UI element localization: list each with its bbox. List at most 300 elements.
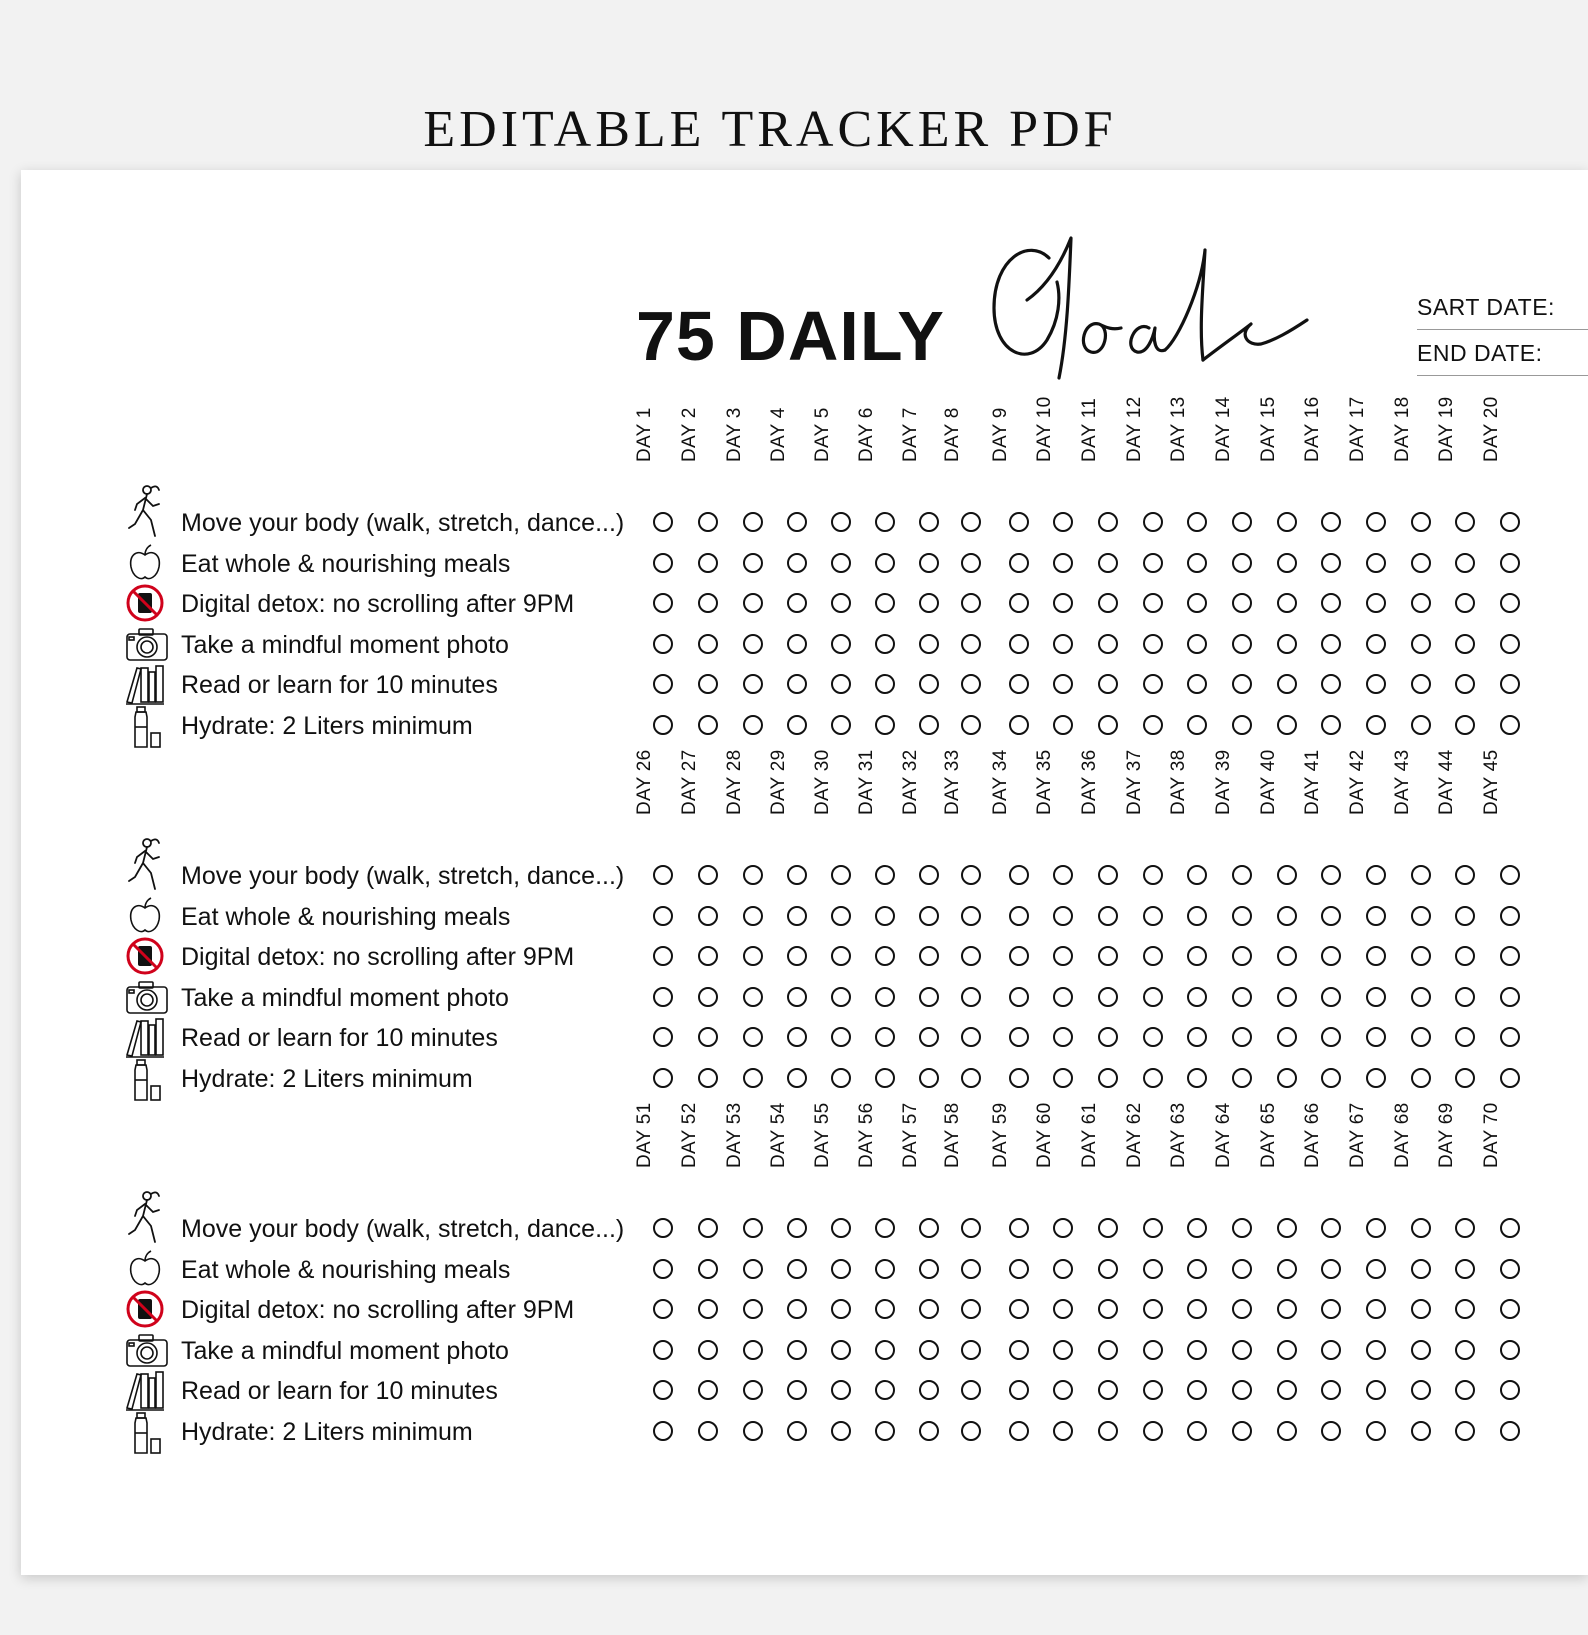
day-checkbox[interactable] (1455, 906, 1475, 926)
day-checkbox[interactable] (743, 906, 763, 926)
day-checkbox[interactable] (653, 634, 673, 654)
day-checkbox[interactable] (875, 512, 895, 532)
day-checkbox[interactable] (698, 1259, 718, 1279)
day-checkbox[interactable] (1009, 1218, 1029, 1238)
day-checkbox[interactable] (653, 987, 673, 1007)
day-checkbox[interactable] (831, 946, 851, 966)
day-checkbox[interactable] (1009, 946, 1029, 966)
day-checkbox[interactable] (1098, 674, 1118, 694)
day-checkbox[interactable] (1187, 1380, 1207, 1400)
day-checkbox[interactable] (831, 553, 851, 573)
day-checkbox[interactable] (875, 634, 895, 654)
day-checkbox[interactable] (1053, 715, 1073, 735)
day-checkbox[interactable] (787, 1380, 807, 1400)
day-checkbox[interactable] (875, 987, 895, 1007)
day-checkbox[interactable] (1232, 553, 1252, 573)
day-checkbox[interactable] (1098, 1027, 1118, 1047)
day-checkbox[interactable] (653, 1218, 673, 1238)
day-checkbox[interactable] (1277, 553, 1297, 573)
day-checkbox[interactable] (1277, 634, 1297, 654)
day-checkbox[interactable] (698, 1068, 718, 1088)
day-checkbox[interactable] (1098, 512, 1118, 532)
day-checkbox[interactable] (961, 1218, 981, 1238)
day-checkbox[interactable] (1053, 1380, 1073, 1400)
day-checkbox[interactable] (1366, 1027, 1386, 1047)
day-checkbox[interactable] (919, 1421, 939, 1441)
day-checkbox[interactable] (875, 865, 895, 885)
day-checkbox[interactable] (1500, 1259, 1520, 1279)
day-checkbox[interactable] (1500, 1380, 1520, 1400)
day-checkbox[interactable] (1411, 1421, 1431, 1441)
day-checkbox[interactable] (698, 987, 718, 1007)
day-checkbox[interactable] (1187, 906, 1207, 926)
day-checkbox[interactable] (919, 1340, 939, 1360)
day-checkbox[interactable] (698, 1218, 718, 1238)
day-checkbox[interactable] (1098, 715, 1118, 735)
day-checkbox[interactable] (787, 1340, 807, 1360)
day-checkbox[interactable] (961, 865, 981, 885)
day-checkbox[interactable] (787, 1259, 807, 1279)
day-checkbox[interactable] (1411, 1068, 1431, 1088)
day-checkbox[interactable] (831, 674, 851, 694)
day-checkbox[interactable] (919, 634, 939, 654)
day-checkbox[interactable] (875, 946, 895, 966)
day-checkbox[interactable] (919, 987, 939, 1007)
day-checkbox[interactable] (1366, 553, 1386, 573)
day-checkbox[interactable] (1321, 1068, 1341, 1088)
day-checkbox[interactable] (743, 1218, 763, 1238)
day-checkbox[interactable] (1143, 865, 1163, 885)
day-checkbox[interactable] (1143, 987, 1163, 1007)
day-checkbox[interactable] (961, 1380, 981, 1400)
day-checkbox[interactable] (1232, 1027, 1252, 1047)
day-checkbox[interactable] (1321, 553, 1341, 573)
day-checkbox[interactable] (698, 1340, 718, 1360)
day-checkbox[interactable] (1321, 1027, 1341, 1047)
day-checkbox[interactable] (1009, 865, 1029, 885)
day-checkbox[interactable] (743, 1340, 763, 1360)
day-checkbox[interactable] (698, 715, 718, 735)
day-checkbox[interactable] (1277, 1340, 1297, 1360)
day-checkbox[interactable] (1366, 1380, 1386, 1400)
day-checkbox[interactable] (1277, 946, 1297, 966)
day-checkbox[interactable] (1143, 674, 1163, 694)
day-checkbox[interactable] (1098, 634, 1118, 654)
day-checkbox[interactable] (1009, 1299, 1029, 1319)
day-checkbox[interactable] (875, 593, 895, 613)
day-checkbox[interactable] (831, 865, 851, 885)
day-checkbox[interactable] (1053, 593, 1073, 613)
day-checkbox[interactable] (1500, 1068, 1520, 1088)
day-checkbox[interactable] (1143, 593, 1163, 613)
day-checkbox[interactable] (1009, 634, 1029, 654)
day-checkbox[interactable] (875, 1259, 895, 1279)
day-checkbox[interactable] (831, 1027, 851, 1047)
day-checkbox[interactable] (961, 1340, 981, 1360)
day-checkbox[interactable] (1411, 1218, 1431, 1238)
day-checkbox[interactable] (961, 906, 981, 926)
day-checkbox[interactable] (1232, 1340, 1252, 1360)
day-checkbox[interactable] (1321, 946, 1341, 966)
day-checkbox[interactable] (787, 674, 807, 694)
day-checkbox[interactable] (831, 987, 851, 1007)
day-checkbox[interactable] (831, 512, 851, 532)
day-checkbox[interactable] (698, 553, 718, 573)
day-checkbox[interactable] (1053, 634, 1073, 654)
day-checkbox[interactable] (875, 1421, 895, 1441)
day-checkbox[interactable] (1187, 1218, 1207, 1238)
day-checkbox[interactable] (1277, 1259, 1297, 1279)
day-checkbox[interactable] (1411, 1380, 1431, 1400)
day-checkbox[interactable] (1500, 634, 1520, 654)
day-checkbox[interactable] (919, 906, 939, 926)
day-checkbox[interactable] (1187, 512, 1207, 532)
day-checkbox[interactable] (961, 946, 981, 966)
day-checkbox[interactable] (1455, 512, 1475, 532)
day-checkbox[interactable] (919, 1218, 939, 1238)
day-checkbox[interactable] (1009, 512, 1029, 532)
day-checkbox[interactable] (1143, 1340, 1163, 1360)
day-checkbox[interactable] (787, 1299, 807, 1319)
day-checkbox[interactable] (1277, 1218, 1297, 1238)
day-checkbox[interactable] (1455, 553, 1475, 573)
day-checkbox[interactable] (1187, 553, 1207, 573)
day-checkbox[interactable] (1366, 865, 1386, 885)
day-checkbox[interactable] (919, 1380, 939, 1400)
day-checkbox[interactable] (875, 1340, 895, 1360)
day-checkbox[interactable] (831, 715, 851, 735)
day-checkbox[interactable] (1411, 553, 1431, 573)
day-checkbox[interactable] (1366, 512, 1386, 532)
day-checkbox[interactable] (1321, 906, 1341, 926)
day-checkbox[interactable] (1321, 1259, 1341, 1279)
day-checkbox[interactable] (1500, 1421, 1520, 1441)
day-checkbox[interactable] (1232, 1068, 1252, 1088)
day-checkbox[interactable] (1053, 987, 1073, 1007)
day-checkbox[interactable] (1098, 865, 1118, 885)
day-checkbox[interactable] (1411, 987, 1431, 1007)
day-checkbox[interactable] (743, 593, 763, 613)
day-checkbox[interactable] (961, 1068, 981, 1088)
day-checkbox[interactable] (1098, 946, 1118, 966)
day-checkbox[interactable] (1277, 1299, 1297, 1319)
day-checkbox[interactable] (831, 1299, 851, 1319)
day-checkbox[interactable] (1500, 946, 1520, 966)
day-checkbox[interactable] (1500, 987, 1520, 1007)
day-checkbox[interactable] (1187, 1068, 1207, 1088)
day-checkbox[interactable] (1187, 674, 1207, 694)
day-checkbox[interactable] (1277, 512, 1297, 532)
day-checkbox[interactable] (653, 715, 673, 735)
day-checkbox[interactable] (1232, 1421, 1252, 1441)
day-checkbox[interactable] (1366, 1068, 1386, 1088)
day-checkbox[interactable] (743, 634, 763, 654)
day-checkbox[interactable] (1277, 1068, 1297, 1088)
day-checkbox[interactable] (1187, 865, 1207, 885)
day-checkbox[interactable] (1366, 674, 1386, 694)
day-checkbox[interactable] (831, 1380, 851, 1400)
day-checkbox[interactable] (1098, 1340, 1118, 1360)
day-checkbox[interactable] (1500, 674, 1520, 694)
day-checkbox[interactable] (1098, 593, 1118, 613)
day-checkbox[interactable] (1009, 593, 1029, 613)
day-checkbox[interactable] (1009, 906, 1029, 926)
day-checkbox[interactable] (1366, 1218, 1386, 1238)
day-checkbox[interactable] (743, 553, 763, 573)
day-checkbox[interactable] (875, 674, 895, 694)
day-checkbox[interactable] (1455, 674, 1475, 694)
day-checkbox[interactable] (1053, 1340, 1073, 1360)
day-checkbox[interactable] (1098, 987, 1118, 1007)
day-checkbox[interactable] (1098, 1421, 1118, 1441)
day-checkbox[interactable] (1321, 1299, 1341, 1319)
day-checkbox[interactable] (1500, 593, 1520, 613)
day-checkbox[interactable] (961, 715, 981, 735)
day-checkbox[interactable] (1187, 1027, 1207, 1047)
day-checkbox[interactable] (1277, 1421, 1297, 1441)
day-checkbox[interactable] (1321, 987, 1341, 1007)
day-checkbox[interactable] (1321, 1380, 1341, 1400)
day-checkbox[interactable] (961, 1421, 981, 1441)
day-checkbox[interactable] (1366, 1421, 1386, 1441)
day-checkbox[interactable] (1143, 512, 1163, 532)
day-checkbox[interactable] (1143, 946, 1163, 966)
day-checkbox[interactable] (653, 906, 673, 926)
start-date-field[interactable] (1417, 294, 1588, 330)
day-checkbox[interactable] (919, 1068, 939, 1088)
day-checkbox[interactable] (1277, 987, 1297, 1007)
day-checkbox[interactable] (875, 906, 895, 926)
day-checkbox[interactable] (1277, 906, 1297, 926)
day-checkbox[interactable] (1187, 593, 1207, 613)
day-checkbox[interactable] (1232, 674, 1252, 694)
day-checkbox[interactable] (1232, 1380, 1252, 1400)
day-checkbox[interactable] (1500, 715, 1520, 735)
day-checkbox[interactable] (1455, 1340, 1475, 1360)
day-checkbox[interactable] (743, 1027, 763, 1047)
day-checkbox[interactable] (1321, 1340, 1341, 1360)
day-checkbox[interactable] (1098, 1259, 1118, 1279)
day-checkbox[interactable] (1232, 946, 1252, 966)
day-checkbox[interactable] (653, 1259, 673, 1279)
day-checkbox[interactable] (1277, 1380, 1297, 1400)
day-checkbox[interactable] (1143, 1068, 1163, 1088)
day-checkbox[interactable] (961, 1259, 981, 1279)
day-checkbox[interactable] (1187, 715, 1207, 735)
day-checkbox[interactable] (743, 512, 763, 532)
day-checkbox[interactable] (787, 1068, 807, 1088)
day-checkbox[interactable] (1053, 946, 1073, 966)
day-checkbox[interactable] (698, 1299, 718, 1319)
day-checkbox[interactable] (1232, 715, 1252, 735)
day-checkbox[interactable] (1500, 1027, 1520, 1047)
day-checkbox[interactable] (1277, 715, 1297, 735)
day-checkbox[interactable] (743, 987, 763, 1007)
day-checkbox[interactable] (787, 865, 807, 885)
day-checkbox[interactable] (1366, 1299, 1386, 1319)
day-checkbox[interactable] (787, 906, 807, 926)
day-checkbox[interactable] (653, 865, 673, 885)
day-checkbox[interactable] (1411, 674, 1431, 694)
day-checkbox[interactable] (961, 553, 981, 573)
day-checkbox[interactable] (1455, 1380, 1475, 1400)
day-checkbox[interactable] (1500, 553, 1520, 573)
day-checkbox[interactable] (653, 512, 673, 532)
day-checkbox[interactable] (1321, 634, 1341, 654)
day-checkbox[interactable] (1187, 1299, 1207, 1319)
day-checkbox[interactable] (743, 1068, 763, 1088)
day-checkbox[interactable] (653, 1421, 673, 1441)
day-checkbox[interactable] (1232, 634, 1252, 654)
day-checkbox[interactable] (1366, 593, 1386, 613)
day-checkbox[interactable] (1232, 987, 1252, 1007)
day-checkbox[interactable] (1009, 1421, 1029, 1441)
day-checkbox[interactable] (1321, 1218, 1341, 1238)
day-checkbox[interactable] (787, 715, 807, 735)
day-checkbox[interactable] (698, 1380, 718, 1400)
day-checkbox[interactable] (831, 1068, 851, 1088)
day-checkbox[interactable] (1321, 674, 1341, 694)
day-checkbox[interactable] (1321, 512, 1341, 532)
day-checkbox[interactable] (1277, 1027, 1297, 1047)
day-checkbox[interactable] (875, 715, 895, 735)
day-checkbox[interactable] (743, 674, 763, 694)
day-checkbox[interactable] (1366, 1259, 1386, 1279)
day-checkbox[interactable] (743, 1259, 763, 1279)
day-checkbox[interactable] (1455, 593, 1475, 613)
day-checkbox[interactable] (1187, 634, 1207, 654)
day-checkbox[interactable] (1143, 1421, 1163, 1441)
day-checkbox[interactable] (1232, 865, 1252, 885)
day-checkbox[interactable] (1053, 1299, 1073, 1319)
day-checkbox[interactable] (1009, 1340, 1029, 1360)
day-checkbox[interactable] (919, 1259, 939, 1279)
day-checkbox[interactable] (1009, 1259, 1029, 1279)
day-checkbox[interactable] (1143, 1027, 1163, 1047)
day-checkbox[interactable] (919, 1027, 939, 1047)
day-checkbox[interactable] (1411, 1259, 1431, 1279)
day-checkbox[interactable] (1009, 715, 1029, 735)
day-checkbox[interactable] (1009, 1068, 1029, 1088)
day-checkbox[interactable] (1009, 1380, 1029, 1400)
day-checkbox[interactable] (743, 865, 763, 885)
day-checkbox[interactable] (653, 1340, 673, 1360)
day-checkbox[interactable] (743, 946, 763, 966)
day-checkbox[interactable] (1009, 987, 1029, 1007)
day-checkbox[interactable] (1455, 1068, 1475, 1088)
day-checkbox[interactable] (1187, 987, 1207, 1007)
day-checkbox[interactable] (1277, 593, 1297, 613)
day-checkbox[interactable] (1411, 946, 1431, 966)
day-checkbox[interactable] (698, 1027, 718, 1047)
day-checkbox[interactable] (1321, 715, 1341, 735)
day-checkbox[interactable] (1009, 553, 1029, 573)
day-checkbox[interactable] (1098, 1380, 1118, 1400)
day-checkbox[interactable] (1053, 1421, 1073, 1441)
day-checkbox[interactable] (1232, 512, 1252, 532)
day-checkbox[interactable] (1277, 865, 1297, 885)
day-checkbox[interactable] (1411, 593, 1431, 613)
day-checkbox[interactable] (1500, 1218, 1520, 1238)
day-checkbox[interactable] (698, 634, 718, 654)
day-checkbox[interactable] (875, 1068, 895, 1088)
end-date-field[interactable] (1417, 340, 1588, 376)
day-checkbox[interactable] (1411, 512, 1431, 532)
day-checkbox[interactable] (1053, 674, 1073, 694)
day-checkbox[interactable] (1411, 906, 1431, 926)
day-checkbox[interactable] (1143, 1380, 1163, 1400)
day-checkbox[interactable] (1053, 553, 1073, 573)
day-checkbox[interactable] (1232, 1218, 1252, 1238)
day-checkbox[interactable] (698, 674, 718, 694)
day-checkbox[interactable] (1455, 1421, 1475, 1441)
day-checkbox[interactable] (919, 865, 939, 885)
day-checkbox[interactable] (1455, 946, 1475, 966)
day-checkbox[interactable] (1411, 634, 1431, 654)
day-checkbox[interactable] (831, 593, 851, 613)
day-checkbox[interactable] (1455, 1259, 1475, 1279)
day-checkbox[interactable] (1143, 634, 1163, 654)
day-checkbox[interactable] (1366, 946, 1386, 966)
day-checkbox[interactable] (698, 1421, 718, 1441)
day-checkbox[interactable] (1187, 946, 1207, 966)
day-checkbox[interactable] (961, 1299, 981, 1319)
day-checkbox[interactable] (1366, 1340, 1386, 1360)
day-checkbox[interactable] (743, 1421, 763, 1441)
day-checkbox[interactable] (787, 553, 807, 573)
day-checkbox[interactable] (1143, 1259, 1163, 1279)
day-checkbox[interactable] (919, 593, 939, 613)
day-checkbox[interactable] (1500, 865, 1520, 885)
day-checkbox[interactable] (698, 865, 718, 885)
day-checkbox[interactable] (1232, 1299, 1252, 1319)
day-checkbox[interactable] (1232, 906, 1252, 926)
day-checkbox[interactable] (1187, 1340, 1207, 1360)
day-checkbox[interactable] (1500, 906, 1520, 926)
day-checkbox[interactable] (1009, 1027, 1029, 1047)
day-checkbox[interactable] (1232, 1259, 1252, 1279)
day-checkbox[interactable] (1411, 1027, 1431, 1047)
day-checkbox[interactable] (1053, 865, 1073, 885)
day-checkbox[interactable] (1455, 1218, 1475, 1238)
day-checkbox[interactable] (875, 553, 895, 573)
day-checkbox[interactable] (919, 512, 939, 532)
day-checkbox[interactable] (961, 987, 981, 1007)
day-checkbox[interactable] (743, 1380, 763, 1400)
day-checkbox[interactable] (961, 1027, 981, 1047)
day-checkbox[interactable] (1455, 987, 1475, 1007)
day-checkbox[interactable] (1321, 865, 1341, 885)
day-checkbox[interactable] (1098, 1068, 1118, 1088)
day-checkbox[interactable] (743, 1299, 763, 1319)
day-checkbox[interactable] (919, 1299, 939, 1319)
day-checkbox[interactable] (653, 1068, 673, 1088)
day-checkbox[interactable] (875, 1299, 895, 1319)
day-checkbox[interactable] (1187, 1421, 1207, 1441)
day-checkbox[interactable] (1455, 634, 1475, 654)
day-checkbox[interactable] (1232, 593, 1252, 613)
day-checkbox[interactable] (875, 1027, 895, 1047)
day-checkbox[interactable] (1098, 1218, 1118, 1238)
day-checkbox[interactable] (919, 674, 939, 694)
day-checkbox[interactable] (1277, 674, 1297, 694)
day-checkbox[interactable] (831, 1421, 851, 1441)
day-checkbox[interactable] (961, 512, 981, 532)
day-checkbox[interactable] (787, 634, 807, 654)
day-checkbox[interactable] (961, 634, 981, 654)
day-checkbox[interactable] (831, 1259, 851, 1279)
day-checkbox[interactable] (1143, 1218, 1163, 1238)
